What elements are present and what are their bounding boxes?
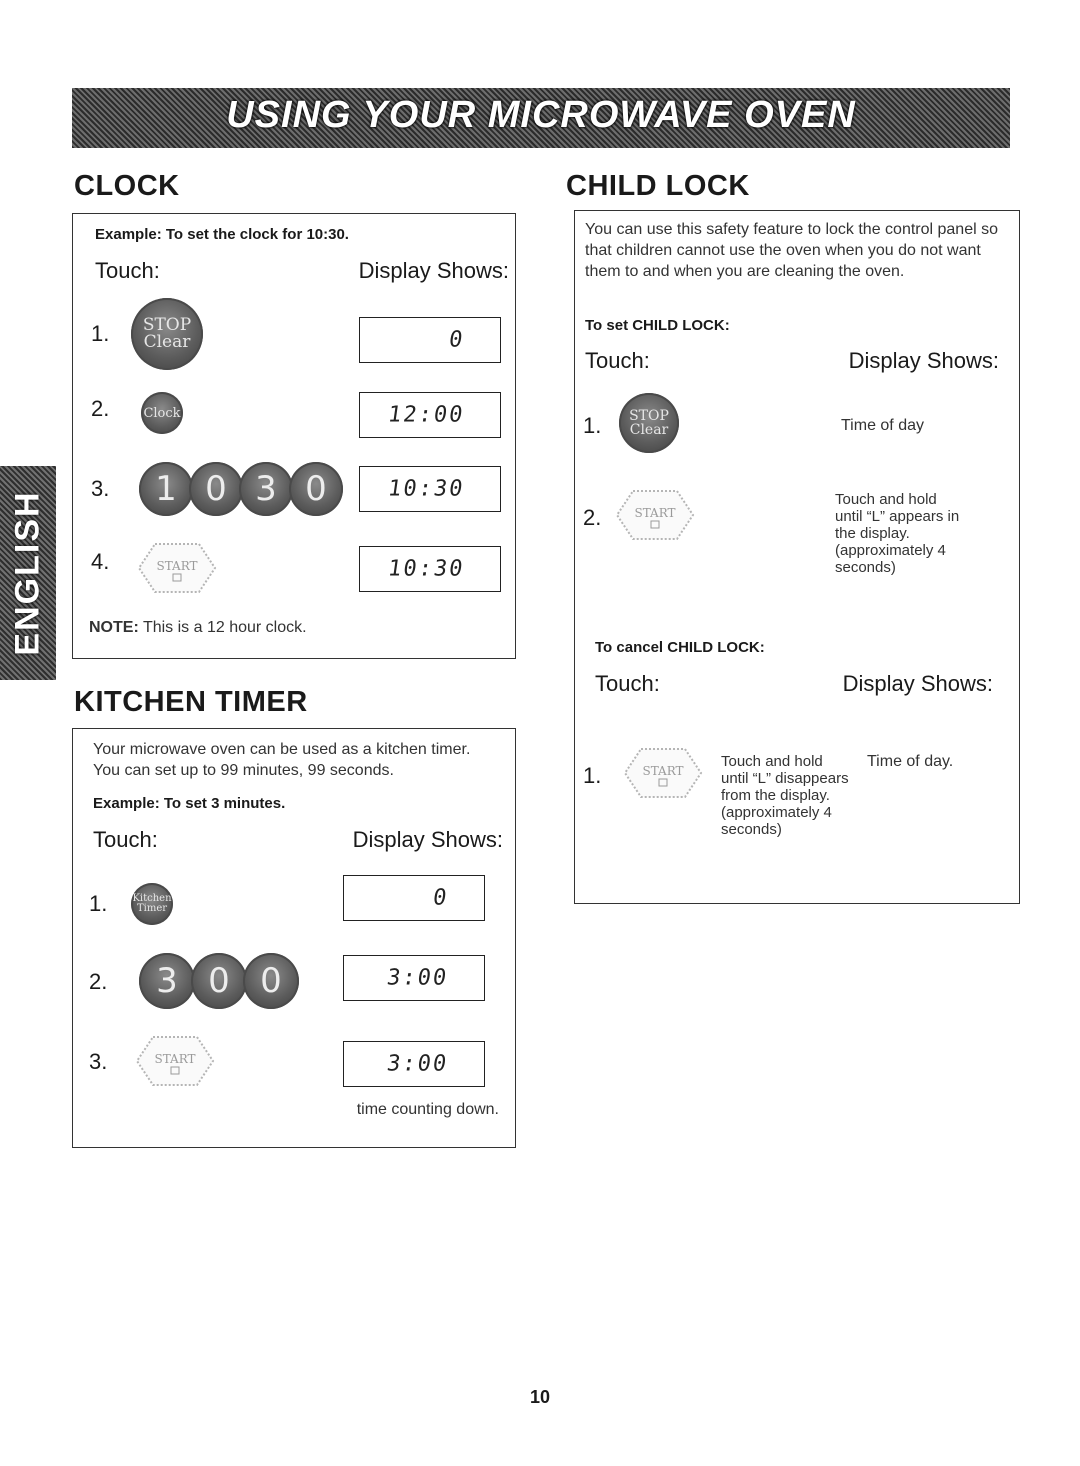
cancel-step-1-display: Time of day. [867, 753, 954, 770]
start-diamond-icon [133, 1033, 217, 1089]
number-0-button[interactable]: 0 [191, 953, 247, 1009]
start-button[interactable] [621, 745, 705, 801]
kitchen-display-1-value: 0 [430, 885, 450, 911]
kitchen-timer-display-label: Display Shows: [352, 827, 503, 852]
kitchen-display-3-value: 3:00 [385, 1051, 450, 1077]
child-lock-heading: CHILD LOCK [566, 170, 750, 202]
kitchen-timer-example: Example: To set 3 minutes. [93, 795, 286, 812]
language-label: ENGLISH [8, 490, 47, 656]
clock-step-2-num: 2. [91, 396, 110, 421]
set-step-2-display: Touch and hold until “L” appears in the display. (approximately 4 seconds) [835, 491, 960, 576]
kitchen-timer-intro: Your microwave oven can be used as a kitchen timer. You can set up to 99 minutes, 99 seconds. [93, 741, 471, 779]
clock-button[interactable] [141, 392, 183, 434]
set-child-lock-label: To set CHILD LOCK: [585, 317, 730, 334]
stop-clear-button[interactable]: STOP Clear [619, 393, 679, 453]
kitchen-timer-footer: time counting down. [356, 1101, 499, 1118]
kitchen-step-1-num: 1. [89, 891, 108, 916]
kitchen-display-2-value: 3:00 [385, 965, 450, 991]
start-diamond-icon [135, 540, 219, 596]
clock-example: Example: To set the clock for 10:30. [95, 226, 349, 243]
kitchen-step-2-num: 2. [89, 969, 108, 994]
clock-note-label: NOTE: [89, 619, 139, 636]
cancel-step-1-num: 1. [583, 763, 602, 788]
svg-text:START: START [634, 506, 676, 520]
start-diamond-icon [613, 487, 697, 543]
child-lock-box [574, 210, 1020, 904]
clock-display-4 [359, 546, 501, 592]
child-lock-intro: You can use this safety feature to lock the control panel so that children cannot use the oven when you do not want them to and when you are cleaning the oven. [585, 221, 998, 280]
number-0-button[interactable]: 0 [289, 462, 343, 516]
start-diamond-icon [621, 745, 705, 801]
clock-display-1-value: 0 [446, 327, 466, 353]
clock-heading: CLOCK [74, 170, 180, 202]
clock-button-label: Clock [143, 405, 181, 421]
set-step-1-num: 1. [583, 413, 602, 438]
clock-step-1-num: 1. [91, 321, 110, 346]
clock-display-3-value: 10:30 [386, 476, 466, 502]
number-0-button[interactable]: 0 [243, 953, 299, 1009]
kitchen-timer-button[interactable]: Kitchen Timer [131, 883, 173, 925]
clock-display-label: Display Shows: [358, 258, 509, 283]
clock-display-1 [359, 317, 501, 363]
svg-text:START: START [154, 1052, 196, 1066]
language-tab [0, 466, 56, 680]
clock-display-3 [359, 466, 501, 512]
set-display-label: Display Shows: [848, 348, 999, 373]
kitchen-step-3-num: 3. [89, 1049, 108, 1074]
page-title: USING YOUR MICROWAVE OVEN [226, 94, 856, 136]
clock-step-3-num: 3. [91, 476, 110, 501]
set-step-1-display: Time of day [841, 417, 924, 434]
clock-display-2 [359, 392, 501, 438]
cancel-child-lock-label: To cancel CHILD LOCK: [595, 639, 765, 656]
stop-clear-button[interactable]: STOP Clear [131, 298, 203, 370]
number-3-button[interactable]: 3 [139, 953, 195, 1009]
kitchen-timer-heading: KITCHEN TIMER [74, 686, 308, 718]
kitchen-timer-box [72, 728, 516, 1148]
svg-text:START: START [156, 559, 198, 573]
clock-step-4-num: 4. [91, 549, 110, 574]
clock-display-2-value: 12:00 [386, 402, 466, 428]
clock-box [72, 213, 516, 659]
number-3-button[interactable]: 3 [239, 462, 293, 516]
kitchen-timer-touch-label: Touch: [93, 827, 158, 852]
kitchen-display-1 [343, 875, 485, 921]
page-number: 10 [529, 1387, 551, 1407]
cancel-step-1-instruction: Touch and hold until “L” disappears from the display. (approximately 4 seconds) [721, 753, 849, 838]
cancel-touch-label: Touch: [595, 671, 660, 696]
clock-note [89, 619, 307, 637]
start-button[interactable] [135, 540, 219, 596]
svg-text:START: START [642, 764, 684, 778]
number-1-button[interactable]: 1 [139, 462, 193, 516]
kitchen-display-3 [343, 1041, 485, 1087]
set-touch-label: Touch: [585, 348, 650, 373]
start-button[interactable] [613, 487, 697, 543]
start-button[interactable] [133, 1033, 217, 1089]
clock-display-4-value: 10:30 [386, 556, 466, 582]
clock-touch-label: Touch: [95, 258, 160, 283]
number-0-button[interactable]: 0 [189, 462, 243, 516]
title-banner [72, 88, 1010, 148]
set-step-2-num: 2. [583, 505, 602, 530]
cancel-display-label: Display Shows: [842, 671, 993, 696]
clock-note-text: This is a 12 hour clock. [138, 619, 307, 636]
kitchen-display-2 [343, 955, 485, 1001]
